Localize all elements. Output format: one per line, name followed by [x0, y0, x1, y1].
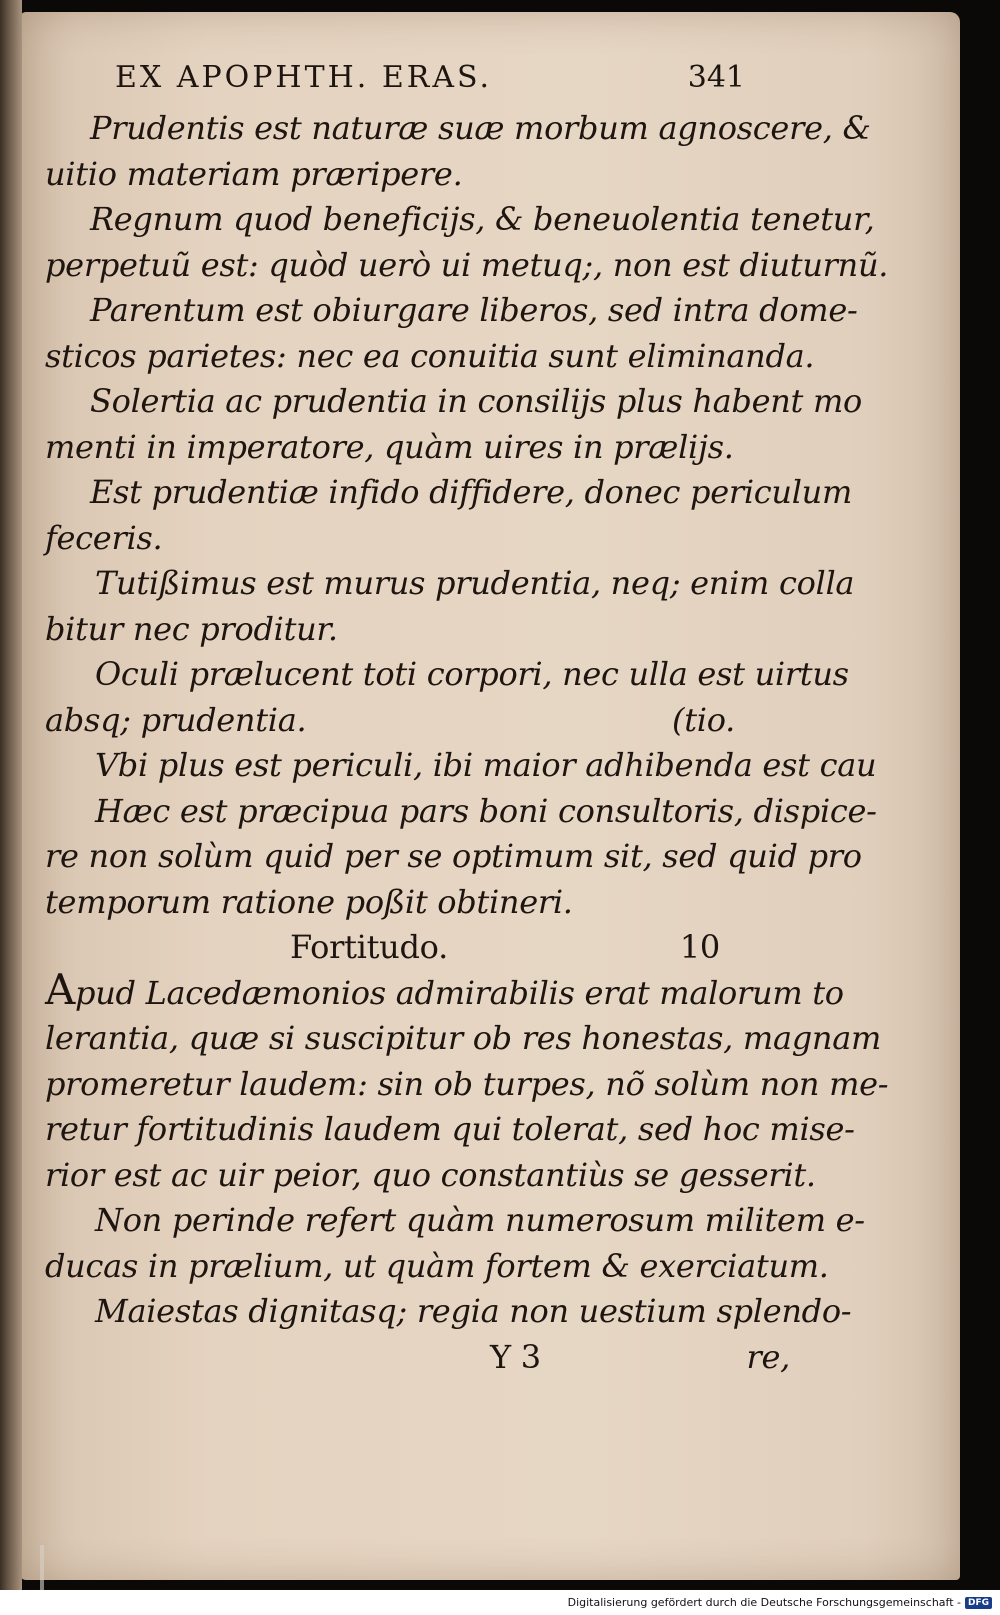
text-line: Hæc est præcipua pars boni consultoris, dispice-: [95, 791, 877, 830]
digitization-footer: [0, 1590, 1000, 1615]
text-line: ducas in prælium, ut quàm fortem & exerciatum.: [45, 1246, 829, 1285]
text-line: Regnum quod beneficijs, & beneuolentia tenetur,: [90, 200, 875, 238]
text-line: feceris.: [45, 518, 163, 557]
drop-capital: A: [45, 964, 76, 1014]
text-line: Solertia ac prudentia in consilijs plus habent mo: [90, 382, 862, 420]
text-fragment: absq; prudentia.: [45, 700, 307, 739]
text-line: menti in imperatore, quàm uires in prælijs.: [45, 427, 734, 466]
text-line: Maiestas dignitasq; regia non uestium splendo-: [95, 1292, 852, 1330]
running-header: [45, 58, 745, 98]
text-line: Non perinde refert quàm numerosum militem e-: [95, 1201, 865, 1239]
text-line: perpetuũ est: quòd uerò ui metuq;, non est diuturnũ.: [45, 245, 889, 284]
text-line: Parentum est obiurgare liberos, sed intra dome-: [90, 291, 858, 329]
text-line: bitur nec proditur.: [45, 609, 338, 648]
section-heading: [45, 925, 720, 971]
text-line: re non solùm quid per se optimum sit, sed quid pro: [45, 837, 862, 875]
footer-text: Digitalisierung gefördert durch die Deutsche Forschungsgemeinschaft -: [567, 1596, 961, 1609]
text-fragment: pud Lacedæmonios admirabilis erat malorum to: [75, 973, 844, 1012]
dfg-logo-icon: DFG: [965, 1597, 992, 1609]
text-fragment: (tio.: [672, 700, 735, 739]
signature-mark: Y 3: [490, 1337, 541, 1376]
text-line: [45, 964, 844, 1017]
text-line: lerantia, quæ si suscipitur ob res honestas, magnam: [45, 1019, 882, 1057]
text-line: retur fortitudinis laudem qui tolerat, sed hoc mise-: [45, 1110, 855, 1148]
signature-line: [45, 1335, 790, 1381]
text-line: rior est ac uir peior, quo constantiùs se gesserit.: [45, 1155, 816, 1194]
header-title: EX APOPHTH. ERAS.: [115, 60, 493, 95]
text-line: [45, 698, 735, 744]
page-number: 341: [687, 60, 745, 95]
text-line: Est prudentiæ infido diffidere, donec periculum: [90, 473, 853, 511]
scan-artifact: [40, 1545, 44, 1595]
catchword: re,: [746, 1337, 790, 1376]
text-line: Oculi prælucent toti corpori, nec ulla est uirtus: [95, 655, 849, 693]
text-line: sticos parietes: nec ea conuitia sunt eliminanda.: [45, 336, 815, 375]
book-binding-edge: [0, 0, 22, 1590]
text-line: Tutißimus est murus prudentia, neq; enim colla: [95, 564, 855, 602]
text-line: Vbi plus est periculi, ibi maior adhibenda est cau: [95, 746, 877, 784]
text-line: promeretur laudem: sin ob turpes, nõ solùm non me-: [45, 1064, 889, 1103]
page-text-block: [45, 58, 889, 1380]
section-number: 10: [679, 928, 720, 966]
text-line: uitio materiam præripere.: [45, 154, 463, 193]
text-line: Prudentis est naturæ suæ morbum agnoscere, &: [90, 109, 871, 147]
text-line: temporum ratione poßit obtineri.: [45, 882, 573, 921]
section-title: Fortitudo.: [290, 928, 448, 966]
